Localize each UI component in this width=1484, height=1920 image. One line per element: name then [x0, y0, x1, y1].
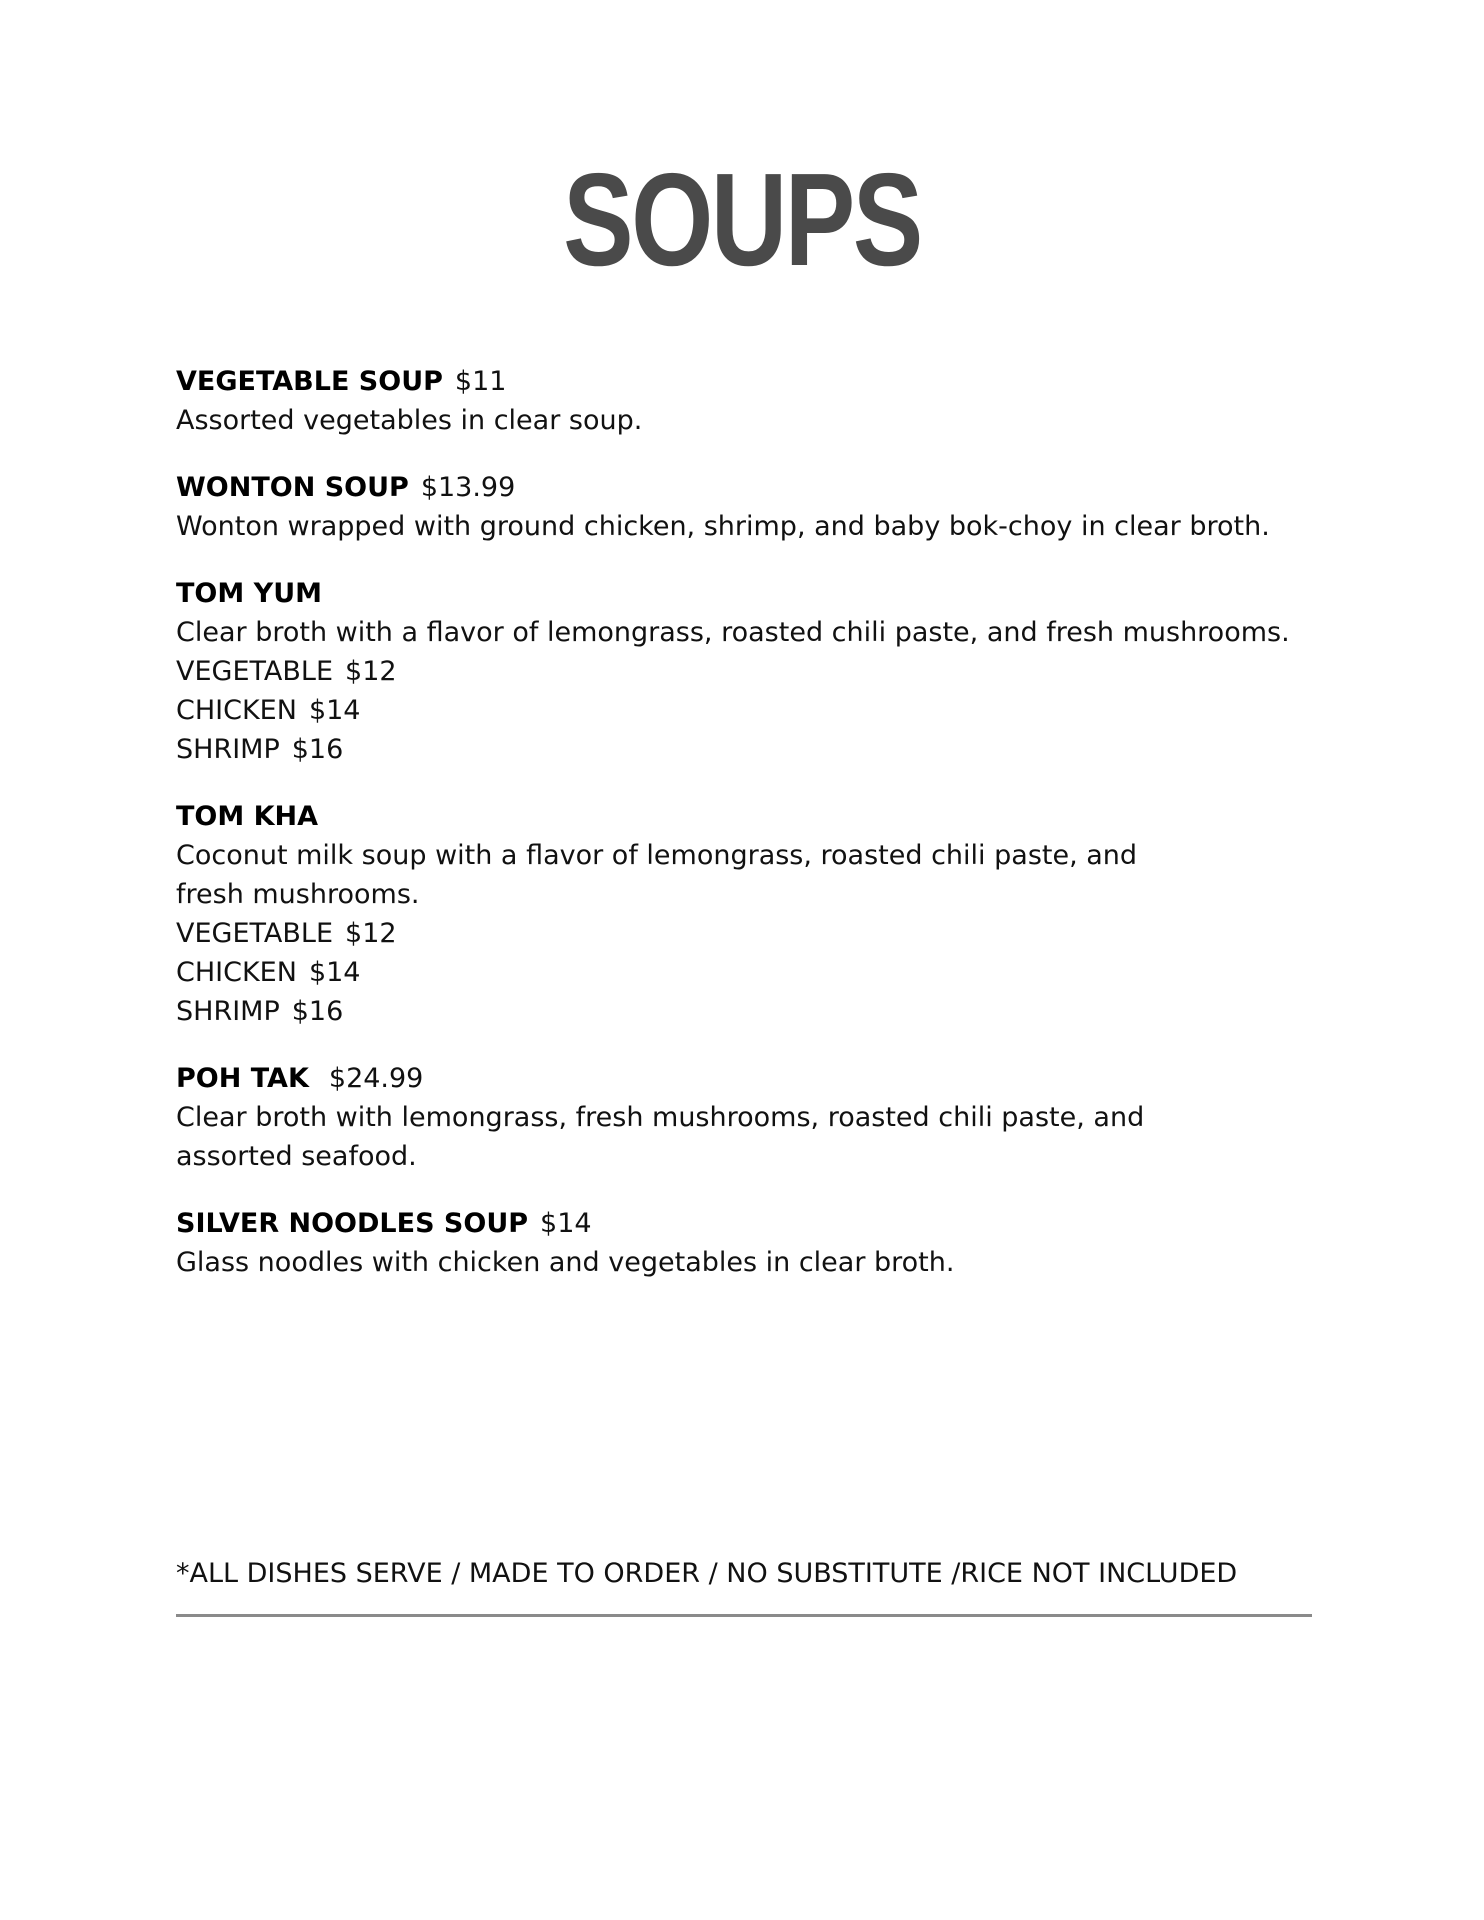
menu-variant-name: VEGETABLE: [176, 656, 334, 687]
menu-item-price: $14: [540, 1208, 592, 1239]
menu-item-name: POH TAK: [176, 1063, 309, 1094]
menu-item-price: $13.99: [420, 472, 516, 503]
menu-variant-name: CHICKEN: [176, 695, 297, 726]
menu-item-heading: [176, 574, 1336, 613]
menu-item-name: VEGETABLE SOUP: [176, 366, 443, 397]
menu-item-name: TOM KHA: [176, 801, 319, 832]
menu-variant-name: SHRIMP: [176, 734, 280, 765]
menu-variant-name: CHICKEN: [176, 957, 297, 988]
menu-item-description: Clear broth with a flavor of lemongrass, roasted chili paste, and fresh mushrooms.: [176, 617, 1290, 648]
menu-item-price: $11: [454, 366, 507, 397]
menu-item-name: SILVER NOODLES SOUP: [176, 1208, 529, 1239]
menu-item-heading: [176, 362, 1336, 401]
menu-item-description: Wonton wrapped with ground chicken, shrimp, and baby bok-choy in clear broth.: [176, 511, 1270, 542]
menu-item-description: Clear broth with lemongrass, fresh mushrooms, roasted chili paste, and assorted seafood.: [176, 1102, 1145, 1172]
menu-variant: [176, 652, 1336, 691]
menu-item-name: WONTON SOUP: [176, 472, 409, 503]
menu-item-wonton-soup: [176, 468, 1336, 546]
menu-item-heading: [176, 1059, 1336, 1098]
menu-variant-name: SHRIMP: [176, 996, 280, 1027]
menu-item-name: TOM YUM: [176, 578, 322, 609]
menu-item-description: Glass noodles with chicken and vegetables in clear broth.: [176, 1247, 955, 1278]
menu-item-vegetable-soup: [176, 362, 1336, 440]
menu-variant-price: $16: [291, 996, 344, 1027]
menu-variant-name: VEGETABLE: [176, 918, 334, 949]
menu-item-tom-kha: [176, 797, 1336, 1031]
menu-variant-price: $14: [308, 695, 361, 726]
page-title: SOUPS: [563, 146, 921, 293]
menu-item-heading: [176, 797, 1336, 836]
menu-item-silver-noodles-soup: [176, 1204, 1336, 1282]
menu-item-heading: [176, 1204, 1336, 1243]
menu-item-tom-yum: [176, 574, 1336, 769]
footer-note: *ALL DISHES SERVE / MADE TO ORDER / NO SUBSTITUTE /RICE NOT INCLUDED: [176, 1558, 1238, 1589]
menu-variant-price: $16: [291, 734, 344, 765]
menu-item-poh-tak: [176, 1059, 1336, 1176]
menu-list: [176, 362, 1336, 1310]
menu-item-description: Assorted vegetables in clear soup.: [176, 405, 643, 436]
menu-variant: [176, 914, 1336, 953]
menu-item-price: $24.99: [328, 1063, 424, 1094]
menu-variant-price: $12: [345, 656, 397, 687]
menu-variant: [176, 691, 1336, 730]
menu-item-description: Coconut milk soup with a flavor of lemongrass, roasted chili paste, and fresh mushrooms.: [176, 840, 1138, 910]
menu-item-heading: [176, 468, 1336, 507]
menu-variant: [176, 992, 1336, 1031]
menu-variant: [176, 730, 1336, 769]
menu-variant-price: $12: [345, 918, 397, 949]
menu-variant-price: $14: [308, 957, 361, 988]
menu-variant: [176, 953, 1336, 992]
footer-divider: [176, 1614, 1312, 1617]
